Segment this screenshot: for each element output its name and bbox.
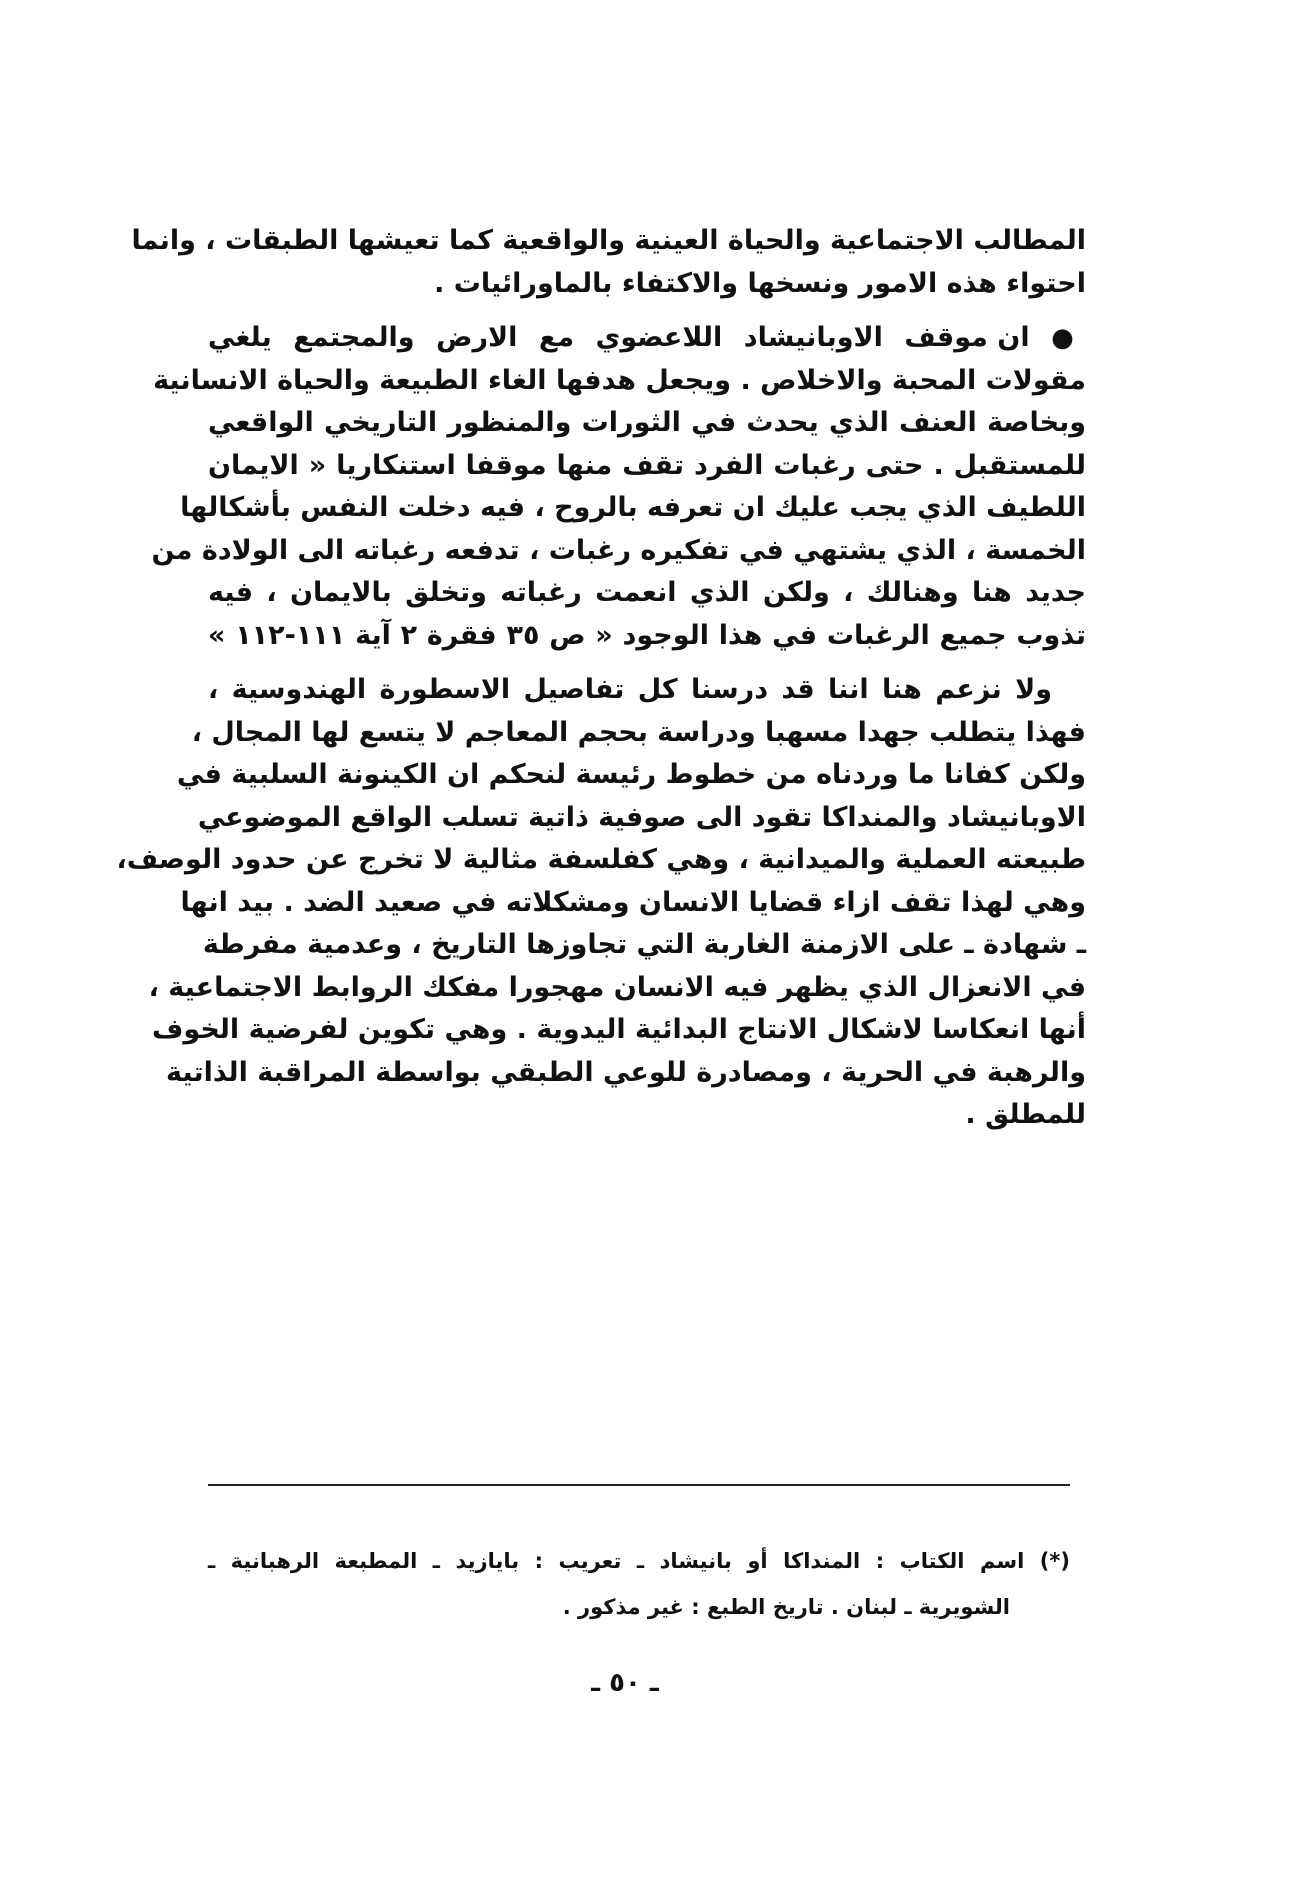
text-line: جديد هنا وهنالك ، ولكن الذي انعمت رغباته وتخلق بالايمان ، فيه xyxy=(208,577,1086,608)
text-line: مقولات المحبة والاخلاص . ويجعل هدفها الغاء الطبيعة والحياة الانسانية xyxy=(153,364,1086,396)
footnote-line: الشويرية ـ لبنان . تاريخ الطبع : غير مذكور . xyxy=(562,1595,1010,1619)
text-line: للمطلق . xyxy=(965,1099,1086,1130)
text-line: الاوبانيشاد والمنداكا تقود الى صوفية ذاتية تسلب الواقع الموضوعي xyxy=(197,801,1086,833)
text-line: وهي لهذا تقف ازاء قضايا الانسان ومشكلاته في صعيد الضد . بيد انها xyxy=(180,886,1086,918)
text-line: ولا نزعم هنا اننا قد درسنا كل تفاصيل الاسطورة الهندوسية ، xyxy=(208,674,1052,705)
bullet-icon: ● xyxy=(1051,323,1086,353)
footnote-divider xyxy=(208,1484,1070,1486)
text-line: المطالب الاجتماعية والحياة العينية والواقعية كما تعيشها الطبقات ، وانما xyxy=(131,225,1086,256)
text-line xyxy=(208,317,1086,360)
body-text xyxy=(116,220,1086,1137)
text-line: تذوب جميع الرغبات في هذا الوجود « ص ٣٥ فقرة ٢ آية ١١١-١١٢ » xyxy=(208,619,1086,651)
text-line: ـ شهادة ـ على الازمنة الغاربة التي تجاوزها التاريخ ، وعدمية مفرطة xyxy=(202,929,1086,960)
footnote-line: (*) اسم الكتاب : المنداكا أو بانيشاد ـ تعريب : بايازيد ـ المطبعة الرهبانية ـ xyxy=(208,1549,1070,1573)
text-line: الخمسة ، الذي يشتهي في تفكيره رغبات ، تدفعه رغباته الى الولادة من xyxy=(151,534,1086,566)
text-line: احتواء هذه الامور ونسخها والاكتفاء بالماورائيات . xyxy=(434,267,1086,299)
text-line: للمستقبل . حتى رغبات الفرد تقف منها موقفا استنكاريا « الايمان xyxy=(208,449,1086,481)
footnote xyxy=(208,1538,1070,1630)
text-line: طبيعته العملية والميدانية ، وهي كفلسفة مثالية لا تخرج عن حدود الوصف، xyxy=(116,844,1086,875)
text-line: أنها انعكاسا لاشكال الانتاج البدائية اليدوية . وهي تكوين لفرضية الخوف xyxy=(152,1014,1086,1045)
text-line: وبخاصة العنف الذي يحدث في الثورات والمنظور التاريخي الواقعي xyxy=(208,407,1086,438)
text-line: اللطيف الذي يجب عليك ان تعرفه بالروح ، فيه دخلت النفس بأشكالها xyxy=(180,492,1086,523)
text-line: فهذا يتطلب جهدا مسهبا ودراسة بحجم المعاجم لا يتسع لها المجال ، xyxy=(191,716,1086,748)
page-number: ـ ٥٠ ـ xyxy=(591,1668,659,1698)
text-line: ولكن كفانا ما وردناه من خطوط رئيسة لنحكم ان الكينونة السلبية في xyxy=(176,759,1086,790)
text-line: والرهبة في الحرية ، ومصادرة للوعي الطبقي بواسطة المراقبة الذاتية xyxy=(166,1056,1086,1088)
text-line-content: ان موقف الاوبانيشاد اللاعضوي مع الارض والمجتمع يلغي xyxy=(208,322,1030,353)
text-line: في الانعزال الذي يظهر فيه الانسان مهجورا مفكك الروابط الاجتماعية ، xyxy=(148,971,1086,1003)
